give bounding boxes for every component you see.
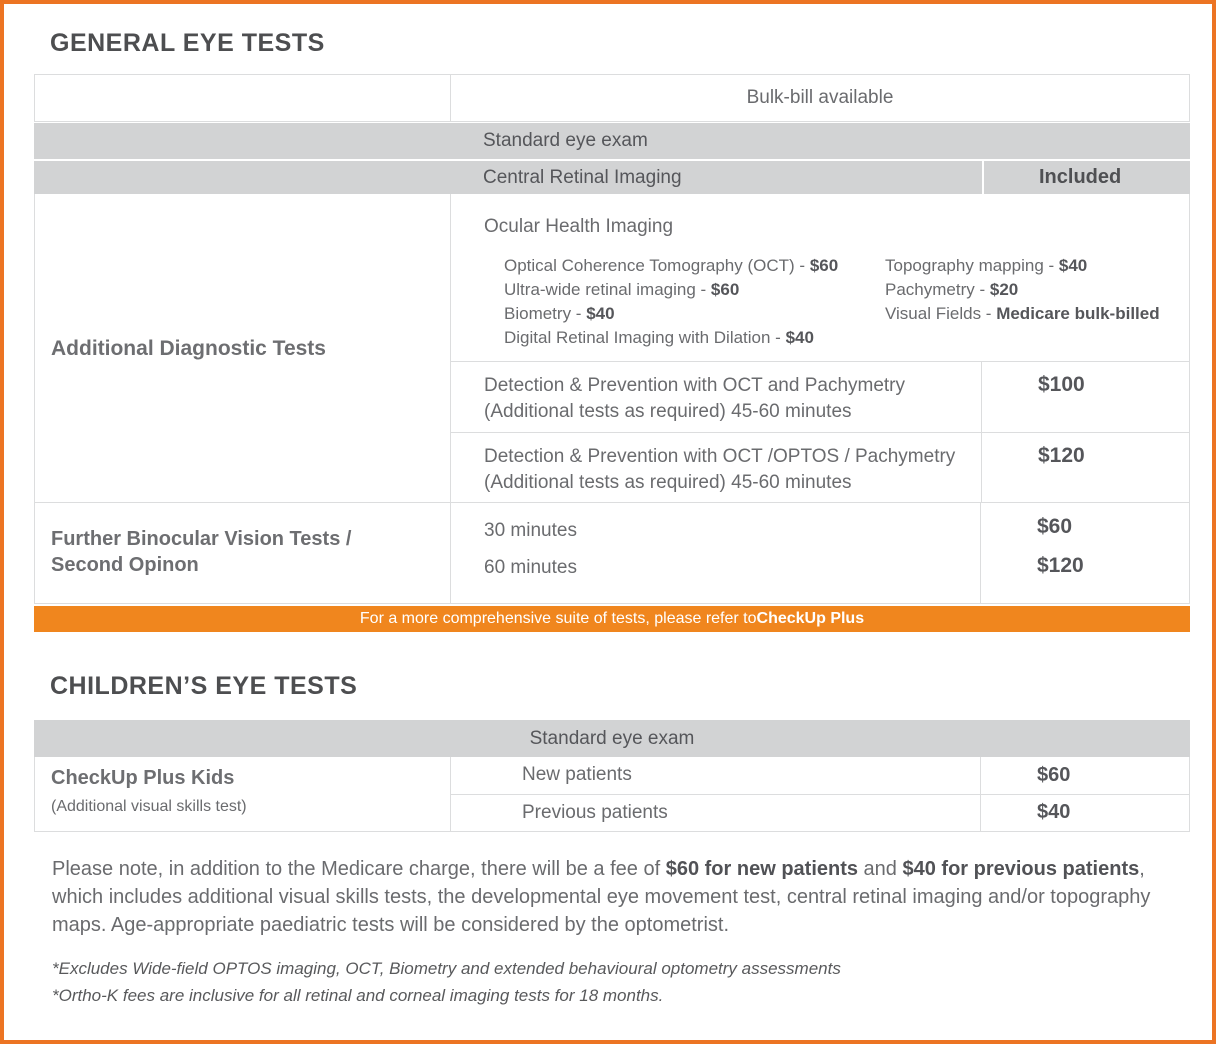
price-value: $40 <box>1037 801 1071 824</box>
detection-prevention-oct-optos-pachymetry-row <box>451 432 1189 502</box>
package-description: Detection & Prevention with OCT /OPTOS / Pachymetry (Additional tests as required) 45-60 minutes <box>484 446 956 494</box>
list-item: Ultra-wide retinal imaging - $60 <box>504 280 740 299</box>
table-row-new-patients <box>451 757 1189 795</box>
diagnostic-content <box>451 194 1189 502</box>
bulk-bill-available-label: Bulk-bill available <box>746 87 894 108</box>
duration-option: 30 minutes <box>484 520 577 541</box>
duration-option: 60 minutes <box>484 557 577 578</box>
price-value: $60 <box>1037 515 1073 538</box>
central-retinal-imaging-row <box>34 161 1190 194</box>
general-eye-tests-title: GENERAL EYE TESTS <box>50 29 325 57</box>
childrens-price-rows <box>451 757 1189 831</box>
ocular-list-left <box>504 254 862 350</box>
general-eye-tests-table <box>34 74 1190 632</box>
further-binocular-vision-tests-row <box>34 503 1190 604</box>
binocular-durations-cell <box>451 503 981 603</box>
table-row-bulk-bill <box>34 74 1190 122</box>
list-item: Biometry - $40 <box>504 304 615 323</box>
additional-diagnostic-tests-row <box>34 194 1190 503</box>
package-description: Detection & Prevention with OCT and Pachymetry (Additional tests as required) 45-60 minutes <box>484 375 906 423</box>
further-binocular-vision-tests-label: Further Binocular Vision Tests / Second Opinon <box>35 503 451 603</box>
footnote-excludes: *Excludes Wide-field OPTOS imaging, OCT, Biometry and extended behavioural optometry assessments <box>52 959 841 978</box>
ocular-health-imaging-cell <box>451 194 1189 361</box>
included-label: Included <box>984 161 1190 194</box>
central-retinal-imaging-label: Central Retinal Imaging <box>34 161 982 194</box>
patient-type-label: Previous patients <box>451 795 981 832</box>
ocular-health-imaging-heading: Ocular Health Imaging <box>484 216 674 237</box>
detection-prevention-oct-pachymetry-row <box>451 361 1189 432</box>
list-item: Digital Retinal Imaging with Dilation - $40 <box>504 328 814 347</box>
checkup-plus-kids-subtitle: (Additional visual skills test) <box>51 798 247 815</box>
additional-diagnostic-tests-label-cell <box>35 194 451 502</box>
childrens-eye-tests-table <box>34 720 1190 832</box>
binocular-prices-cell <box>981 503 1189 603</box>
list-item: Pachymetry - $20 <box>885 280 1019 299</box>
standard-eye-exam-header: Standard eye exam <box>34 123 1190 159</box>
empty-cell <box>35 75 451 121</box>
additional-diagnostic-tests-label: Additional Diagnostic Tests <box>51 336 326 360</box>
patient-type-label: New patients <box>451 757 981 794</box>
package-price: $100 <box>981 362 1189 432</box>
checkup-plus-banner <box>34 606 1190 632</box>
banner-text: For a more comprehensive suite of tests, please refer to <box>359 610 757 627</box>
table-row-previous-patients <box>451 795 1189 832</box>
price-value: $60 <box>1037 763 1071 786</box>
checkup-plus-kids-cell <box>35 757 451 831</box>
footnote-ortho-k: *Ortho-K fees are inclusive for all retinal and corneal imaging tests for 18 months. <box>52 986 664 1005</box>
ocular-list-right <box>885 254 1160 350</box>
checkup-plus-kids-name: CheckUp Plus Kids <box>51 767 235 789</box>
medicare-fee-note: Please note, in addition to the Medicare charge, there will be a fee of $60 for new patients and $40 for previous patients, which includes additional visual skills tests, the developmental eye movement test, central retinal imaging and/or topography maps. Age-appropriate paediatric tests will be considered by the optometrist. <box>52 858 1151 936</box>
banner-checkup-plus: CheckUp Plus <box>756 610 865 627</box>
childrens-eye-tests-title: CHILDREN’S EYE TESTS <box>50 672 358 700</box>
childrens-table-body <box>34 757 1190 832</box>
list-item: Optical Coherence Tomography (OCT) - $60 <box>504 256 839 275</box>
ocular-imaging-lists <box>484 254 1189 350</box>
childrens-standard-eye-exam-header: Standard eye exam <box>34 720 1190 757</box>
list-item: Topography mapping - $40 <box>885 256 1088 275</box>
price-value: $120 <box>1037 554 1084 577</box>
footnotes <box>52 955 841 1009</box>
package-price: $120 <box>981 433 1189 502</box>
list-item: Visual Fields - Medicare bulk-billed <box>885 304 1160 323</box>
